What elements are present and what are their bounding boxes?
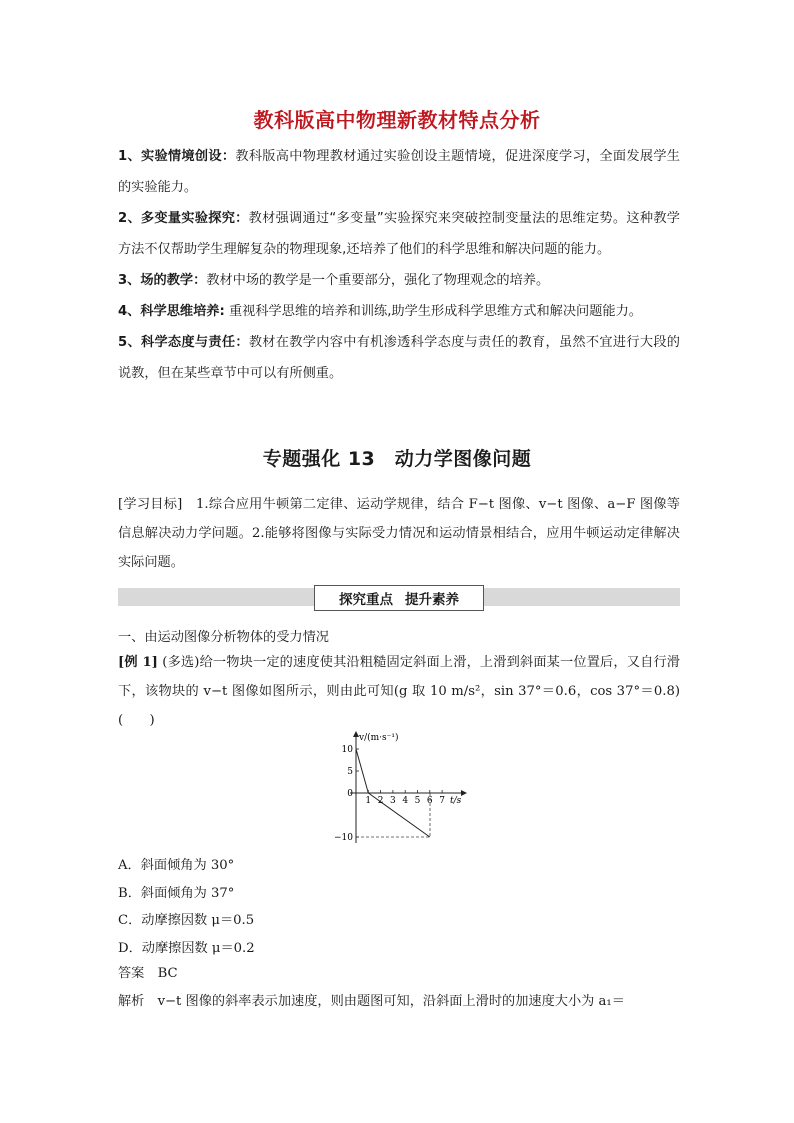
banner-left-text: 探究重点	[339, 592, 393, 608]
example-label: [例 1]	[118, 655, 158, 670]
velocity-time-graph	[330, 728, 470, 846]
document-title: 教科版高中物理新教材特点分析	[253, 108, 541, 132]
example-question	[118, 648, 680, 735]
example-text: (多选)给一物块一定的速度使其沿粗糙固定斜面上滑，上滑到斜面某一位置后，又自行滑下，该物块的 v−t 图像如图所示，则由此可知(g 取 10 m/s²，sin 37°＝0.6，cos 37°＝0.8)( )	[118, 655, 680, 728]
feature-label: 5、科学态度与责任：	[118, 335, 249, 350]
banner-right-text: 提升素养	[405, 592, 459, 608]
feature-label: 2、多变量实验探究：	[118, 211, 249, 226]
option-list	[118, 852, 680, 962]
x-tick-label: 1	[365, 796, 372, 806]
feature-text: 重视科学思维的培养和训练,助学生形成科学思维方式和解决问题能力。	[224, 304, 642, 319]
feature-list	[118, 141, 680, 389]
x-tick-label: 6	[426, 796, 433, 806]
analysis-text: v−t 图像的斜率表示加速度，则由题图可知，沿斜面上滑时的加速度大小为 a₁＝	[157, 994, 625, 1009]
feature-text: 教科版高中物理教材通过实验创设主题情境，促进深度学习，全面发展学生的实验能力。	[118, 149, 680, 195]
feature-label: 4、科学思维培养:	[118, 304, 225, 319]
feature-item	[118, 203, 680, 265]
answer-label: 答案	[118, 966, 145, 981]
analysis-label: 解析	[118, 994, 145, 1009]
feature-text: 教材在教学内容中有机渗透科学态度与责任的教育，虽然不宜进行大段的说教，但在某些章节中可以有所侧重。	[118, 335, 680, 381]
y-axis-label: v/(m·s⁻¹)	[359, 733, 399, 743]
y-tick-label: 5	[347, 767, 353, 777]
subsection-title: 一、由运动图像分析物体的受力情况	[118, 630, 329, 645]
answer-line	[118, 962, 178, 981]
option-a: A．斜面倾角为 30°	[118, 858, 235, 873]
x-tick-label: 2	[377, 796, 384, 806]
y-tick-label: 0	[347, 789, 353, 799]
feature-item	[118, 327, 680, 389]
x-tick-label: 4	[402, 796, 409, 806]
goals-text: 1.综合应用牛顿第二定律、运动学规律，结合 F−t 图像、v−t 图像、a−F 图像等信息解决动力学问题。2.能够将图像与实际受力情况和运动情景相结合，应用牛顿运动定律解决实际问题。	[118, 497, 680, 570]
option-c: C．动摩擦因数 μ＝0.5	[118, 913, 255, 928]
feature-item	[118, 141, 680, 203]
x-tick-label: 7	[439, 796, 445, 806]
feature-text: 教材中场的教学是一个重要部分，强化了物理观念的培养。	[206, 273, 550, 288]
feature-text: 教材强调通过“多变量”实验探究来突破控制变量法的思维定势。这种教学方法不仅帮助学生理解复杂的物理现象,还培养了他们的科学思维和解决问题的能力。	[118, 211, 680, 257]
x-tick-label: 5	[414, 796, 421, 806]
feature-label: 1、实验情境创设：	[118, 149, 236, 164]
answer-value: BC	[157, 966, 178, 981]
analysis-line	[118, 990, 680, 1014]
feature-item	[118, 265, 680, 296]
feature-label: 3、场的教学：	[118, 273, 207, 288]
option-b: B．斜面倾角为 37°	[118, 885, 235, 901]
learning-goals	[118, 490, 680, 577]
y-tick-label: −10	[334, 833, 353, 843]
section-title: 专题强化 13 动力学图像问题	[262, 448, 532, 470]
feature-item	[118, 296, 680, 327]
y-tick-label: 10	[341, 745, 353, 755]
option-d: D．动摩擦因数 μ＝0.2	[118, 940, 255, 956]
section-banner	[314, 585, 484, 611]
x-tick-label: 3	[390, 796, 396, 806]
x-axis-label: t/s	[450, 796, 462, 806]
goals-label: [学习目标]	[118, 497, 183, 512]
